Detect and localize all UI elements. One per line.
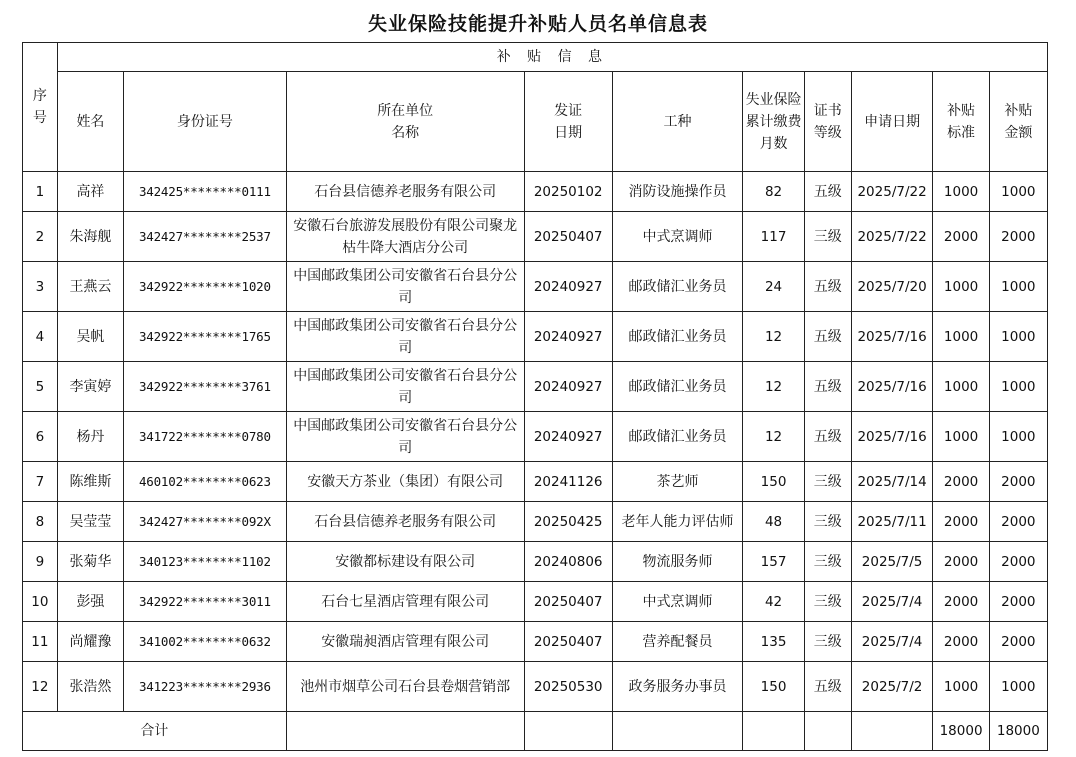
header-seq: 序号 <box>23 43 58 172</box>
row-months: 82 <box>743 172 804 212</box>
row-id: 342922********3761 <box>124 362 286 412</box>
row-issue-date: 20250407 <box>524 622 612 662</box>
row-unit: 池州市烟草公司石台县卷烟营销部 <box>286 662 524 712</box>
row-unit: 石台七星酒店管理有限公司 <box>286 582 524 622</box>
row-id: 342922********1765 <box>124 312 286 362</box>
row-job: 消防设施操作员 <box>612 172 743 212</box>
row-job: 邮政储汇业务员 <box>612 362 743 412</box>
row-amount: 1000 <box>989 262 1047 312</box>
row-apply-date: 2025/7/22 <box>851 172 933 212</box>
row-seq: 1 <box>23 172 58 212</box>
row-issue-date: 20240927 <box>524 362 612 412</box>
row-seq: 9 <box>23 542 58 582</box>
row-unit: 中国邮政集团公司安徽省石台县分公司 <box>286 312 524 362</box>
row-amount: 1000 <box>989 662 1047 712</box>
row-level: 三级 <box>804 462 851 502</box>
table-row <box>23 312 1048 362</box>
total-label: 合计 <box>23 712 287 751</box>
row-name: 尚耀豫 <box>57 622 123 662</box>
row-months: 12 <box>743 362 804 412</box>
row-id: 460102********0623 <box>124 462 286 502</box>
row-issue-date: 20250407 <box>524 582 612 622</box>
row-months: 12 <box>743 412 804 462</box>
row-unit: 安徽石台旅游发展股份有限公司聚龙枯牛降大酒店分公司 <box>286 212 524 262</box>
row-apply-date: 2025/7/4 <box>851 622 933 662</box>
row-issue-date: 20250102 <box>524 172 612 212</box>
row-issue-date: 20250530 <box>524 662 612 712</box>
row-seq: 2 <box>23 212 58 262</box>
row-standard: 1000 <box>933 412 989 462</box>
row-apply-date: 2025/7/16 <box>851 312 933 362</box>
row-standard: 2000 <box>933 622 989 662</box>
row-months: 24 <box>743 262 804 312</box>
row-apply-date: 2025/7/14 <box>851 462 933 502</box>
table-row <box>23 412 1048 462</box>
header-standard: 补贴标准 <box>933 72 989 172</box>
row-seq: 3 <box>23 262 58 312</box>
header-issue-date: 发证日期 <box>524 72 612 172</box>
row-months: 135 <box>743 622 804 662</box>
row-standard: 2000 <box>933 462 989 502</box>
row-standard: 2000 <box>933 542 989 582</box>
row-seq: 10 <box>23 582 58 622</box>
row-seq: 5 <box>23 362 58 412</box>
row-id: 342922********1020 <box>124 262 286 312</box>
row-months: 48 <box>743 502 804 542</box>
table-row <box>23 622 1048 662</box>
row-seq: 12 <box>23 662 58 712</box>
row-seq: 11 <box>23 622 58 662</box>
row-name: 高祥 <box>57 172 123 212</box>
row-job: 邮政储汇业务员 <box>612 312 743 362</box>
row-job: 邮政储汇业务员 <box>612 262 743 312</box>
row-level: 五级 <box>804 262 851 312</box>
row-amount: 1000 <box>989 312 1047 362</box>
table-row <box>23 172 1048 212</box>
header-name: 姓名 <box>57 72 123 172</box>
row-issue-date: 20240927 <box>524 412 612 462</box>
total-empty <box>804 712 851 751</box>
row-apply-date: 2025/7/20 <box>851 262 933 312</box>
row-level: 五级 <box>804 662 851 712</box>
header-job: 工种 <box>612 72 743 172</box>
header-unit: 所在单位名称 <box>286 72 524 172</box>
row-seq: 6 <box>23 412 58 462</box>
row-name: 李寅婷 <box>57 362 123 412</box>
row-months: 12 <box>743 312 804 362</box>
row-job: 中式烹调师 <box>612 582 743 622</box>
table-row <box>23 462 1048 502</box>
row-level: 五级 <box>804 312 851 362</box>
row-apply-date: 2025/7/5 <box>851 542 933 582</box>
row-level: 三级 <box>804 542 851 582</box>
row-months: 42 <box>743 582 804 622</box>
row-id: 342427********2537 <box>124 212 286 262</box>
table-row <box>23 502 1048 542</box>
row-id: 341722********0780 <box>124 412 286 462</box>
row-level: 三级 <box>804 622 851 662</box>
row-unit: 中国邮政集团公司安徽省石台县分公司 <box>286 262 524 312</box>
row-unit: 安徽天方茶业（集团）有限公司 <box>286 462 524 502</box>
row-id: 342427********092X <box>124 502 286 542</box>
table-row <box>23 662 1048 712</box>
row-level: 三级 <box>804 582 851 622</box>
row-standard: 2000 <box>933 502 989 542</box>
row-name: 杨丹 <box>57 412 123 462</box>
row-id: 341002********0632 <box>124 622 286 662</box>
row-unit: 石台县信德养老服务有限公司 <box>286 502 524 542</box>
row-standard: 1000 <box>933 172 989 212</box>
row-amount: 2000 <box>989 582 1047 622</box>
row-name: 张菊华 <box>57 542 123 582</box>
row-months: 150 <box>743 662 804 712</box>
row-amount: 1000 <box>989 362 1047 412</box>
row-standard: 2000 <box>933 212 989 262</box>
total-standard: 18000 <box>933 712 989 751</box>
row-level: 五级 <box>804 362 851 412</box>
row-name: 陈维斯 <box>57 462 123 502</box>
row-job: 茶艺师 <box>612 462 743 502</box>
total-empty <box>743 712 804 751</box>
row-job: 物流服务师 <box>612 542 743 582</box>
table-row <box>23 542 1048 582</box>
total-empty <box>851 712 933 751</box>
row-issue-date: 20241126 <box>524 462 612 502</box>
row-name: 朱海舰 <box>57 212 123 262</box>
row-apply-date: 2025/7/16 <box>851 362 933 412</box>
row-amount: 1000 <box>989 412 1047 462</box>
row-name: 彭强 <box>57 582 123 622</box>
row-amount: 2000 <box>989 502 1047 542</box>
total-empty <box>524 712 612 751</box>
row-id: 342922********3011 <box>124 582 286 622</box>
row-job: 中式烹调师 <box>612 212 743 262</box>
row-job: 营养配餐员 <box>612 622 743 662</box>
header-id: 身份证号 <box>124 72 286 172</box>
row-seq: 8 <box>23 502 58 542</box>
row-amount: 2000 <box>989 622 1047 662</box>
row-level: 三级 <box>804 502 851 542</box>
row-issue-date: 20240806 <box>524 542 612 582</box>
row-name: 吴帆 <box>57 312 123 362</box>
table-row <box>23 582 1048 622</box>
subsidy-table <box>22 42 1048 751</box>
row-name: 张浩然 <box>57 662 123 712</box>
total-amount: 18000 <box>989 712 1047 751</box>
row-apply-date: 2025/7/16 <box>851 412 933 462</box>
row-level: 五级 <box>804 412 851 462</box>
row-seq: 4 <box>23 312 58 362</box>
row-amount: 2000 <box>989 212 1047 262</box>
row-unit: 中国邮政集团公司安徽省石台县分公司 <box>286 412 524 462</box>
row-level: 五级 <box>804 172 851 212</box>
row-standard: 2000 <box>933 582 989 622</box>
row-apply-date: 2025/7/22 <box>851 212 933 262</box>
table-row <box>23 262 1048 312</box>
row-apply-date: 2025/7/4 <box>851 582 933 622</box>
total-empty <box>286 712 524 751</box>
row-apply-date: 2025/7/2 <box>851 662 933 712</box>
row-standard: 1000 <box>933 362 989 412</box>
row-standard: 1000 <box>933 662 989 712</box>
row-name: 王燕云 <box>57 262 123 312</box>
header-group: 补 贴 信 息 <box>57 43 1047 72</box>
page-title: 失业保险技能提升补贴人员名单信息表 <box>367 13 708 35</box>
row-issue-date: 20250425 <box>524 502 612 542</box>
table-row <box>23 212 1048 262</box>
row-unit: 中国邮政集团公司安徽省石台县分公司 <box>286 362 524 412</box>
row-id: 342425********0111 <box>124 172 286 212</box>
row-issue-date: 20240927 <box>524 262 612 312</box>
row-job: 邮政储汇业务员 <box>612 412 743 462</box>
row-unit: 石台县信德养老服务有限公司 <box>286 172 524 212</box>
row-job: 老年人能力评估师 <box>612 502 743 542</box>
header-level: 证书等级 <box>804 72 851 172</box>
row-amount: 2000 <box>989 542 1047 582</box>
header-months: 失业保险累计缴费月数 <box>743 72 804 172</box>
row-issue-date: 20240927 <box>524 312 612 362</box>
table-row <box>23 362 1048 412</box>
row-months: 117 <box>743 212 804 262</box>
row-unit: 安徽瑞昶酒店管理有限公司 <box>286 622 524 662</box>
row-id: 340123********1102 <box>124 542 286 582</box>
row-level: 三级 <box>804 212 851 262</box>
row-issue-date: 20250407 <box>524 212 612 262</box>
row-months: 157 <box>743 542 804 582</box>
row-name: 吴莹莹 <box>57 502 123 542</box>
row-standard: 1000 <box>933 312 989 362</box>
total-empty <box>612 712 743 751</box>
row-id: 341223********2936 <box>124 662 286 712</box>
row-unit: 安徽都标建设有限公司 <box>286 542 524 582</box>
row-months: 150 <box>743 462 804 502</box>
row-standard: 1000 <box>933 262 989 312</box>
row-amount: 1000 <box>989 172 1047 212</box>
row-apply-date: 2025/7/11 <box>851 502 933 542</box>
row-amount: 2000 <box>989 462 1047 502</box>
header-apply-date: 申请日期 <box>851 72 933 172</box>
header-amount: 补贴金额 <box>989 72 1047 172</box>
row-seq: 7 <box>23 462 58 502</box>
row-job: 政务服务办事员 <box>612 662 743 712</box>
